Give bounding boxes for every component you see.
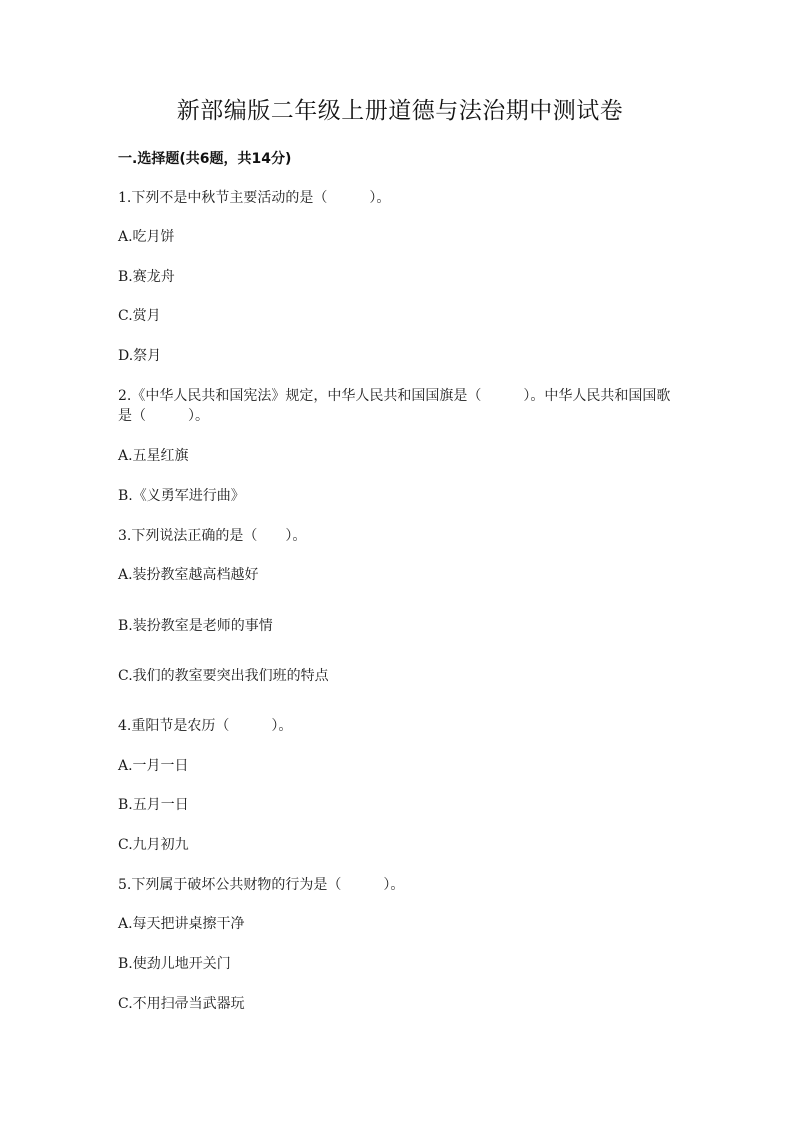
question-1-option-b[interactable]: B.赛龙舟 bbox=[118, 269, 175, 285]
question-2-option-b[interactable]: B.《义勇军进行曲》 bbox=[118, 488, 245, 504]
page-title: 新部编版二年级上册道德与法治期中测试卷 bbox=[176, 98, 624, 124]
question-1-stem: 1.下列不是中秋节主要活动的是（ ）。 bbox=[118, 190, 391, 206]
question-3-stem: 3.下列说法正确的是（ ）。 bbox=[118, 528, 307, 544]
question-1-option-c[interactable]: C.赏月 bbox=[118, 308, 161, 324]
question-3-option-b[interactable]: B.装扮教室是老师的事情 bbox=[118, 618, 273, 634]
question-5-stem: 5.下列属于破坏公共财物的行为是（ ）。 bbox=[118, 877, 405, 893]
section-heading: 一.选择题(共6题，共14分) bbox=[118, 151, 292, 167]
question-5-option-a[interactable]: A.每天把讲桌擦干净 bbox=[118, 916, 245, 932]
question-1-option-a[interactable]: A.吃月饼 bbox=[118, 229, 175, 245]
question-3-option-c[interactable]: C.我们的教室要突出我们班的特点 bbox=[118, 668, 329, 684]
question-4-option-b[interactable]: B.五月一日 bbox=[118, 797, 189, 813]
question-4-stem: 4.重阳节是农历（ ）。 bbox=[118, 718, 293, 734]
question-2-option-a[interactable]: A.五星红旗 bbox=[118, 448, 189, 464]
question-4-option-a[interactable]: A.一月一日 bbox=[118, 758, 189, 774]
question-5-option-b[interactable]: B.使劲儿地开关门 bbox=[118, 956, 231, 972]
question-1-option-d[interactable]: D.祭月 bbox=[118, 348, 162, 364]
question-2-stem: 2.《中华人民共和国宪法》规定，中华人民共和国国旗是（ ）。中华人民共和国国歌是（ ）。 bbox=[118, 388, 671, 424]
question-5-option-c[interactable]: C.不用扫帚当武器玩 bbox=[118, 996, 245, 1012]
question-4-option-c[interactable]: C.九月初九 bbox=[118, 837, 189, 853]
question-3-option-a[interactable]: A.装扮教室越高档越好 bbox=[118, 567, 259, 583]
